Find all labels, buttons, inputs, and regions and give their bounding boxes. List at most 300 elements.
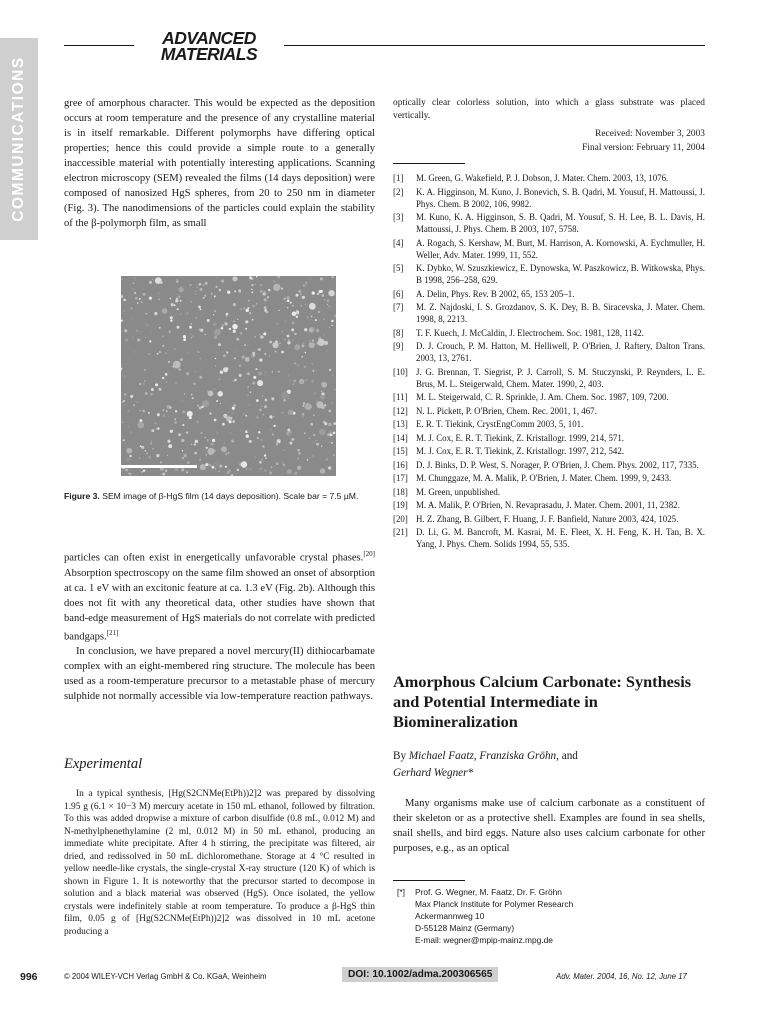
sem-particle <box>302 345 305 348</box>
sem-particle <box>298 452 301 455</box>
sem-particle <box>231 412 234 415</box>
sem-particle <box>320 278 323 281</box>
reference-text: T. F. Kuech, J. McCaldin, J. Electrochem. Soc. 1981, 128, 1142. <box>416 327 644 338</box>
sem-particle <box>323 290 324 291</box>
reference-number: [20] <box>393 513 408 524</box>
sem-particle <box>268 447 270 449</box>
sem-particle <box>287 307 288 308</box>
sem-particle <box>170 430 173 433</box>
sem-particle <box>164 349 166 351</box>
sem-particle <box>149 297 152 300</box>
sem-particle <box>214 388 216 390</box>
sem-particle <box>294 380 297 383</box>
sem-particle <box>190 334 192 336</box>
sem-particle <box>294 362 297 365</box>
figure-caption <box>64 490 375 502</box>
sem-particle <box>187 461 189 463</box>
sem-particle <box>244 308 246 310</box>
sem-particle <box>246 309 248 311</box>
sem-particle <box>302 413 305 416</box>
sem-particle <box>331 320 333 322</box>
sem-particle <box>176 294 177 295</box>
sem-particle <box>215 358 217 360</box>
sem-particle <box>126 457 131 462</box>
sem-particle <box>253 354 255 356</box>
reference-text: A. Rogach, S. Kershaw, M. Burt, M. Harrison, A. Kornowski, A. Eychmuller, H. Weller, Adv. Mater. 1999, 11, 552. <box>416 237 705 260</box>
sem-particle <box>261 459 262 460</box>
sem-particle <box>328 423 331 426</box>
sem-particle <box>151 429 154 432</box>
sem-particle <box>264 298 267 301</box>
sem-particle <box>139 298 141 300</box>
sem-particle <box>283 399 286 402</box>
sem-particle <box>283 449 285 451</box>
sem-particle <box>262 446 264 448</box>
sem-particle <box>325 440 327 442</box>
journal-logo <box>134 30 284 62</box>
sem-particle <box>141 331 143 333</box>
sem-particle <box>265 457 267 459</box>
reference-text: M. Z. Najdoski, I. S. Grozdanov, S. K. Dey, B. B. Siracevska, J. Mater. Chem. 1998, 8, 2213. <box>416 302 705 324</box>
sem-particle <box>278 371 280 373</box>
sem-particle <box>231 474 233 476</box>
sem-particle <box>254 336 255 337</box>
sem-particle <box>333 454 334 455</box>
sem-particle <box>218 471 220 473</box>
sem-particle <box>165 373 168 376</box>
sem-particle <box>275 351 277 353</box>
sem-particle <box>261 405 264 408</box>
sem-particle <box>319 429 326 436</box>
sem-particle <box>297 458 298 459</box>
sem-particle <box>186 471 188 473</box>
sem-particle <box>291 432 294 435</box>
sem-particle <box>314 393 316 395</box>
sem-particle <box>264 353 266 355</box>
sem-particle <box>300 294 301 295</box>
sem-particle <box>127 410 129 412</box>
sem-particle <box>178 287 183 292</box>
reference-item <box>393 486 705 498</box>
sem-particle <box>182 450 183 451</box>
section-tab <box>0 38 38 240</box>
sem-particle <box>292 305 294 307</box>
sem-particle <box>281 288 283 290</box>
sem-particle <box>155 422 157 424</box>
sem-particle <box>121 279 123 281</box>
sem-particle <box>316 342 318 344</box>
para2-part-b: Absorption spectroscopy on the same film showed an onset of absorption at ca. 1 eV with an excitonic feature at ca. 1.3 eV (Fig. 2b). Although this does not fit with any theoretical data, other studies have shown that band-edge measurement of HgS materials do not correlate with predicted bandgaps. <box>64 567 375 643</box>
sem-particle <box>200 308 202 310</box>
sem-particle <box>189 284 191 286</box>
sem-particle <box>323 334 324 335</box>
sem-particle <box>184 454 187 457</box>
sem-particle <box>264 469 267 472</box>
intro-text: Many organisms make use of calcium carbonate as a constituent of their skeleton or as a protective shell. Examples are found in sea shells, snail shells, and bird eggs. Nature also uses calcium carbonate for other purposes, e.g., as an optical <box>393 798 705 854</box>
sem-particle <box>175 299 178 302</box>
sem-particle <box>208 390 214 396</box>
sem-particle <box>288 339 290 341</box>
reference-number: [9] <box>393 341 404 351</box>
sem-particle <box>128 426 130 428</box>
sem-particle <box>329 441 330 442</box>
sem-particle <box>257 380 263 386</box>
sem-particle <box>200 432 202 434</box>
sem-particle <box>220 371 223 374</box>
sem-particle <box>179 368 181 370</box>
sem-particle <box>285 301 286 302</box>
sem-particle <box>273 280 275 282</box>
reference-number: [1] <box>393 173 404 183</box>
sem-particle <box>246 435 249 438</box>
sem-particle <box>324 341 328 345</box>
sem-particle <box>294 333 296 335</box>
sem-particle <box>294 344 300 350</box>
sem-particle <box>251 289 253 291</box>
sem-particle <box>313 434 316 437</box>
sem-particle <box>302 296 305 299</box>
sem-particle <box>211 293 213 295</box>
reference-item <box>393 391 705 403</box>
sem-particle <box>296 294 299 297</box>
sem-particle <box>230 432 231 433</box>
sem-particle <box>303 375 305 377</box>
reference-text: N. L. Pickett, P. O'Brien, Chem. Rec. 2001, 1, 467. <box>416 405 597 416</box>
sem-particle <box>230 417 233 420</box>
sem-particle <box>320 333 321 334</box>
sem-particle <box>313 442 314 443</box>
reference-number: [16] <box>393 459 408 470</box>
sem-particle <box>146 313 148 315</box>
references-rule <box>393 163 465 164</box>
sem-particle <box>245 320 248 323</box>
sem-particle <box>309 340 310 341</box>
sem-particle <box>329 467 330 468</box>
continuation-text: optically clear colorless solution, into which a glass substrate was placed vertically. <box>393 98 705 121</box>
sem-particle <box>308 335 310 337</box>
sem-particle <box>128 473 129 474</box>
sem-particle <box>220 403 221 404</box>
sem-particle <box>255 327 258 330</box>
sem-particle <box>183 338 186 341</box>
sem-particle <box>297 349 298 350</box>
sem-particle <box>143 383 145 385</box>
sem-particle <box>214 295 216 297</box>
sem-particle <box>156 454 159 457</box>
sem-particle <box>253 376 256 379</box>
sem-particle <box>264 306 267 309</box>
sem-particle <box>207 448 214 455</box>
reference-number: [11] <box>393 392 408 402</box>
sem-particle <box>180 314 181 315</box>
sem-particle <box>255 284 256 285</box>
sem-particle <box>311 316 313 318</box>
affiliation-line: Ackermannweg 10 <box>415 911 485 921</box>
sem-particle <box>174 348 176 350</box>
sem-particle <box>302 342 305 345</box>
sem-particle <box>335 428 336 429</box>
sem-particle <box>298 290 301 293</box>
sem-particle <box>151 388 154 391</box>
sem-particle <box>292 339 294 341</box>
sem-particle <box>135 447 138 450</box>
sem-particle <box>329 306 330 307</box>
reference-item <box>393 327 705 339</box>
sem-particle <box>225 453 228 456</box>
sem-particle <box>186 312 188 314</box>
sem-particle <box>167 350 169 352</box>
sem-particle <box>309 277 312 280</box>
sem-particle <box>182 426 184 428</box>
sem-particle <box>271 417 273 419</box>
sem-particle <box>159 388 162 391</box>
reference-text: M. Green, unpublished. <box>416 486 501 497</box>
sem-particle <box>252 319 254 321</box>
sem-particle <box>252 352 255 355</box>
author-separator: , and <box>556 750 578 762</box>
sem-particle <box>224 442 225 443</box>
sem-particle <box>266 311 269 314</box>
sem-particle <box>219 289 222 292</box>
reference-number: [4] <box>393 237 404 248</box>
sem-particle <box>170 316 173 319</box>
sem-particle <box>331 324 333 326</box>
sem-particle <box>287 379 294 386</box>
reference-item <box>393 499 705 511</box>
sem-particle <box>328 290 334 296</box>
sem-particle <box>135 297 138 300</box>
sem-particle <box>201 409 202 410</box>
sem-particle <box>324 299 325 300</box>
sem-particle <box>289 433 292 436</box>
sem-particle <box>256 276 258 277</box>
sem-particle <box>318 443 319 444</box>
sem-particle <box>176 298 178 300</box>
sem-particle <box>259 461 262 464</box>
sem-particle <box>299 379 305 385</box>
sem-particle <box>264 405 267 408</box>
sem-particle <box>242 356 245 359</box>
reference-number: [14] <box>393 432 408 443</box>
sem-particle <box>287 300 290 303</box>
sem-particle <box>174 421 177 424</box>
reference-number: [7] <box>393 302 404 312</box>
sem-particle <box>292 383 294 385</box>
page-number: 996 <box>20 971 38 983</box>
sem-particle <box>226 351 228 353</box>
sem-particle <box>277 323 278 324</box>
reference-list <box>393 172 705 552</box>
sem-particle <box>232 324 238 330</box>
sem-particle <box>252 382 255 385</box>
reference-item <box>393 513 705 525</box>
sem-particle <box>142 410 145 413</box>
reference-item <box>393 211 705 235</box>
reference-item <box>393 459 705 471</box>
sem-particle <box>180 300 182 302</box>
sem-particle <box>248 300 250 302</box>
reference-number: [15] <box>393 446 408 456</box>
sem-particle <box>284 297 286 299</box>
sem-particle <box>251 284 253 286</box>
sem-particle <box>297 449 299 451</box>
sem-particle <box>159 327 161 329</box>
sem-particle <box>331 402 333 404</box>
sem-particle <box>328 452 330 454</box>
sem-particle <box>276 462 279 465</box>
sem-particle <box>194 452 197 455</box>
sem-particle <box>170 436 172 438</box>
sem-particle <box>312 291 315 294</box>
sem-particle <box>316 345 318 347</box>
sem-particle <box>257 437 259 439</box>
sem-particle <box>233 404 236 407</box>
sem-particle <box>232 276 237 281</box>
sem-particle <box>160 461 162 463</box>
sem-particle <box>309 342 315 348</box>
sem-particle <box>332 374 333 375</box>
sem-particle <box>234 350 235 351</box>
sem-particle <box>311 363 313 365</box>
sem-particle <box>202 400 209 407</box>
sem-particle <box>156 381 157 382</box>
sem-particle <box>186 372 189 375</box>
sem-particle <box>263 332 266 335</box>
reference-number: [5] <box>393 263 404 273</box>
sem-particle <box>305 352 306 353</box>
reference-text: M. Chunggaze, M. A. Malik, P. O'Brien, J. Mater. Chem. 1999, 9, 2433. <box>416 473 672 483</box>
sem-particle <box>239 364 242 367</box>
sem-particle <box>286 440 287 441</box>
sem-particle <box>176 280 179 283</box>
sem-particle <box>239 292 240 293</box>
journal-logo-line1: ADVANCED <box>162 28 256 48</box>
sem-particle <box>248 386 249 387</box>
sem-particle <box>297 466 301 470</box>
sem-particle <box>217 433 218 434</box>
reference-item <box>393 172 705 184</box>
affiliation-line: E-mail: wegner@mpip-mainz.mpg.de <box>415 935 553 945</box>
sem-particle <box>245 328 247 330</box>
sem-particle <box>175 468 178 471</box>
sem-particle <box>281 302 283 304</box>
sem-particle <box>178 296 180 298</box>
sem-particle <box>129 455 131 457</box>
sem-particle <box>234 379 237 382</box>
sem-particle <box>329 327 330 328</box>
sem-particle <box>167 455 168 456</box>
sem-particle <box>235 444 238 447</box>
sem-particle <box>155 383 158 386</box>
sem-particle <box>162 473 165 476</box>
sem-particle <box>214 419 217 422</box>
sem-particle <box>123 299 126 302</box>
reference-text: A. Delin, Phys. Rev. B 2002, 65, 153 205–1. <box>416 288 575 299</box>
sem-particle <box>127 382 128 383</box>
sem-particle <box>331 442 333 444</box>
sem-particle <box>289 346 291 348</box>
sem-particle <box>212 466 215 469</box>
sem-particle <box>209 454 210 455</box>
sem-particle <box>158 298 160 300</box>
sem-particle <box>292 438 295 441</box>
sem-particle <box>182 410 185 413</box>
sem-particle <box>179 304 181 306</box>
sem-particle <box>203 285 204 286</box>
copyright: © 2004 WILEY-VCH Verlag GmbH & Co. KGaA, Weinheim <box>64 972 267 981</box>
sem-particle <box>176 279 177 280</box>
sem-particle <box>305 403 312 410</box>
sem-particle <box>233 434 234 435</box>
sem-particle <box>327 300 330 303</box>
sem-particle <box>221 280 224 283</box>
sem-particle <box>151 441 152 442</box>
sem-particle <box>276 443 278 445</box>
sem-particle <box>203 297 205 299</box>
sem-particle <box>306 284 307 285</box>
sem-particle <box>196 421 199 424</box>
sem-particle <box>269 428 272 431</box>
sem-particle <box>213 314 214 315</box>
sem-particle <box>152 448 154 450</box>
reference-number: [10] <box>393 366 408 377</box>
sem-particle <box>284 339 285 340</box>
sem-particle <box>305 282 307 284</box>
sem-particle <box>197 287 198 288</box>
sem-particle <box>204 282 207 285</box>
sem-particle <box>157 413 160 416</box>
sem-particle <box>226 313 229 316</box>
sem-particle <box>304 432 305 433</box>
sem-particle <box>312 332 314 334</box>
sem-particle <box>198 351 200 353</box>
sem-particle <box>250 391 251 392</box>
sem-particle <box>258 372 261 375</box>
sem-particle <box>175 364 176 365</box>
sem-particle <box>332 276 334 278</box>
sem-particle <box>273 416 275 418</box>
sem-particle <box>186 431 189 434</box>
sem-particle <box>328 410 331 413</box>
sem-particle <box>238 289 241 292</box>
sem-particle <box>277 276 280 278</box>
affiliation <box>397 886 707 946</box>
sem-particle <box>216 352 218 354</box>
sem-particle <box>249 404 251 406</box>
sem-particle <box>329 368 331 370</box>
sem-particle <box>123 400 125 402</box>
sem-particle <box>140 410 141 411</box>
sem-particle <box>239 429 242 432</box>
sem-particle <box>272 433 274 435</box>
reference-item <box>393 186 705 210</box>
sem-particle <box>226 315 227 316</box>
sem-particle <box>294 472 297 475</box>
sem-particle <box>148 412 150 414</box>
sem-particle <box>288 368 289 369</box>
reference-number: [19] <box>393 500 408 510</box>
doi-box: DOI: 10.1002/adma.200306565 <box>342 967 498 982</box>
sem-particle <box>191 323 192 324</box>
sem-particle <box>214 329 221 336</box>
sem-particle <box>316 400 318 402</box>
sem-particle <box>131 336 134 339</box>
sem-particle <box>204 295 206 297</box>
sem-particle <box>170 319 172 321</box>
sem-particle <box>282 412 283 413</box>
sem-particle <box>272 411 273 412</box>
sem-particle <box>303 405 305 407</box>
